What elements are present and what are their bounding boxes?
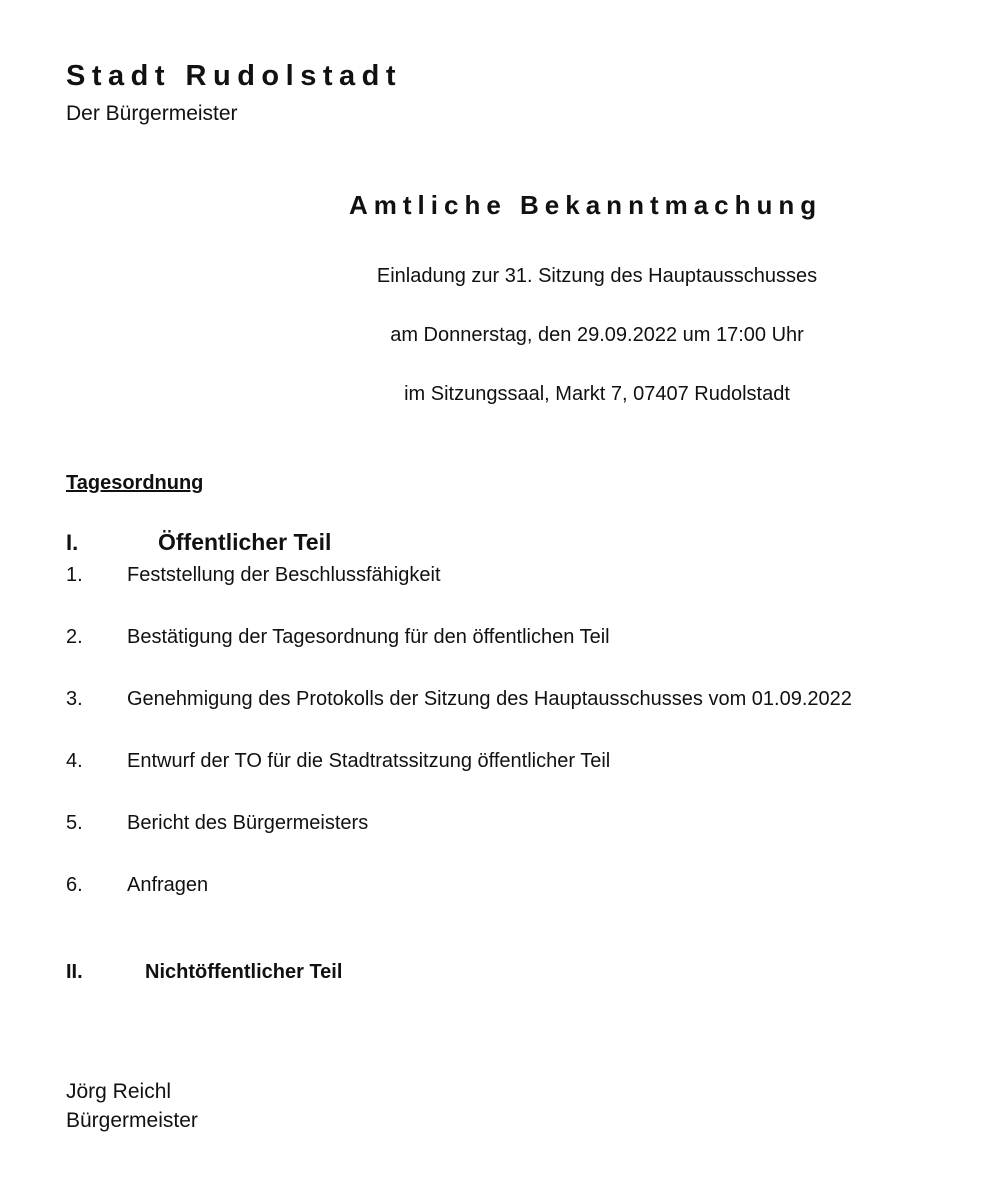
agenda-item-text: Feststellung der Beschlussfähigkeit <box>127 564 441 586</box>
agenda-item-number: 2. <box>66 626 83 648</box>
public-part-numeral: I. <box>66 530 79 555</box>
agenda-item-number: 6. <box>66 874 83 896</box>
agenda-item-text: Bestätigung der Tagesordnung für den öffentlichen Teil <box>127 626 610 648</box>
agenda-item-number: 5. <box>66 812 83 834</box>
city-name: Stadt Rudolstadt <box>66 60 402 92</box>
invitation-line: Einladung zur 31. Sitzung des Hauptausschusses <box>376 265 818 287</box>
location-line: im Sitzungssaal, Markt 7, 07407 Rudolstadt <box>404 383 790 405</box>
nonpublic-part-label: Nichtöffentlicher Teil <box>145 961 343 983</box>
notice-title: Amtliche Bekanntmachung <box>349 190 823 220</box>
signatory-name: Jörg Reichl <box>66 1080 172 1103</box>
agenda-item-text: Bericht des Bürgermeisters <box>127 812 369 834</box>
agenda-item-text: Genehmigung des Protokolls der Sitzung des Hauptausschusses vom 01.09.2022 <box>127 688 852 710</box>
agenda-item-number: 4. <box>66 750 83 772</box>
agenda-item-number: 1. <box>66 564 83 586</box>
agenda-item-text: Entwurf der TO für die Stadtratssitzung öffentlicher Teil <box>127 750 611 772</box>
agenda-heading: Tagesordnung <box>66 472 204 494</box>
agenda-item-text: Anfragen <box>127 874 209 896</box>
public-part-label: Öffentlicher Teil <box>158 529 332 555</box>
signatory-role: Bürgermeister <box>66 1109 198 1132</box>
agenda-item-number: 3. <box>66 688 83 710</box>
department-name: Der Bürgermeister <box>66 102 238 125</box>
nonpublic-part-numeral: II. <box>66 961 83 983</box>
date-line: am Donnerstag, den 29.09.2022 um 17:00 Uhr <box>390 324 804 346</box>
